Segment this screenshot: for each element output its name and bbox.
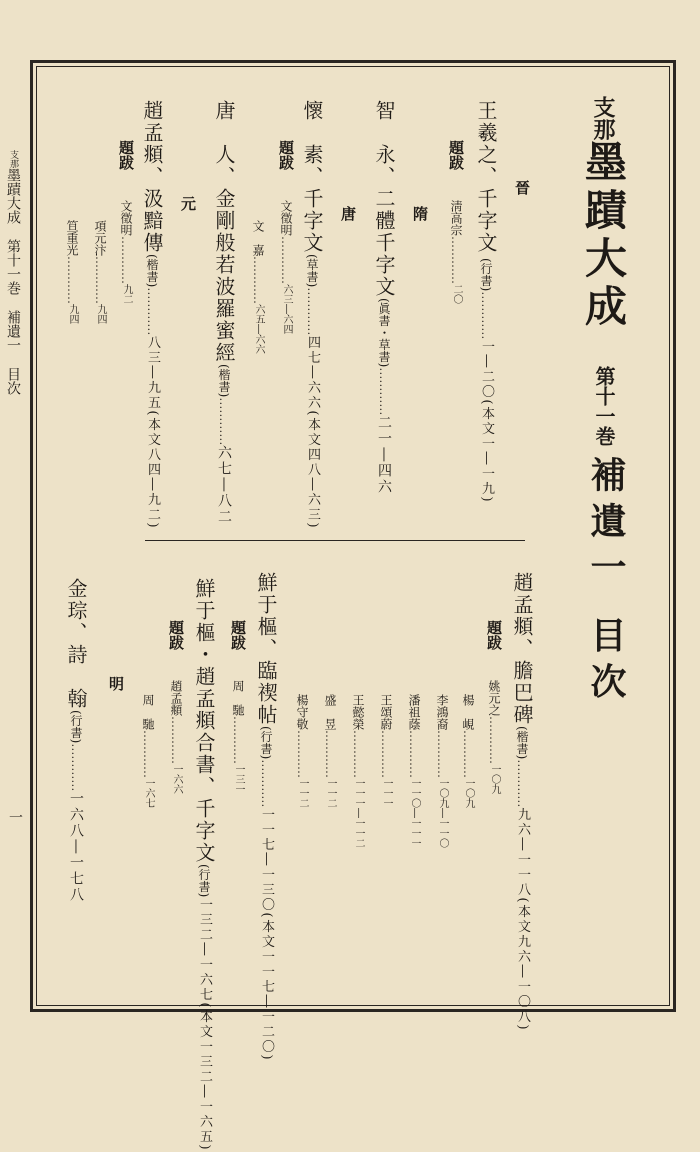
entry-pages: 一六八―一七八 <box>68 791 84 904</box>
entry-script: (楷書) <box>515 726 529 760</box>
dot-leader: ………… <box>93 256 107 304</box>
colophon-row <box>448 140 464 304</box>
colophon-label: 題跋 <box>447 140 465 170</box>
dot-leader: ………… <box>407 730 421 778</box>
entry-author: 鮮于樞、 <box>254 572 278 660</box>
colophon-name: 李鴻裔 <box>435 694 449 730</box>
colophon-row <box>434 694 450 848</box>
colophon-name: 潘祖蔭 <box>407 694 421 730</box>
colophon-name: 周 馳 <box>141 694 155 730</box>
colophon-row <box>64 220 80 324</box>
colophon-page: 六五―六六 <box>253 304 264 354</box>
dynasty-yuan: 元 <box>179 196 197 211</box>
entry-author: 鮮于樞・ <box>192 578 216 666</box>
colophon-row <box>278 140 294 334</box>
entry-pages: 一―二〇(本文一―一九) <box>479 339 494 504</box>
entry-title: 永、二體千字文 <box>372 144 396 298</box>
colophon-page: 九二 <box>121 284 132 304</box>
colophon-page: 九四 <box>95 304 106 324</box>
sidebar-subtitle: 補遺一 <box>5 310 21 352</box>
colophon-row <box>250 220 266 354</box>
entry-author: 金 <box>64 578 88 600</box>
colophon-label: 題跋 <box>117 140 135 170</box>
entry-title: 人、金剛般若波羅蜜經 <box>212 144 236 364</box>
colophon-page: 一一二 <box>297 778 308 808</box>
colophon-page: 一〇九―一一〇 <box>437 778 448 848</box>
colophon-name: 趙孟頫 <box>169 680 183 716</box>
entry-title: 膽巴碑 <box>510 660 534 726</box>
colophon-page: 六三―六四 <box>281 284 292 334</box>
colophon-row <box>460 694 476 808</box>
colophon-row <box>92 220 108 324</box>
entry-title: 琮、詩 翰 <box>64 600 88 710</box>
colophon-row <box>230 620 246 794</box>
colophon-label: 題跋 <box>167 620 185 650</box>
volume-label: 第十一巻 <box>592 366 616 446</box>
dot-leader: ………… <box>141 730 155 778</box>
entry-title: 千字文 <box>474 188 498 254</box>
colophon-row <box>322 694 338 808</box>
entry-pages: 一一七―一三〇(本文一一七―一二〇) <box>259 807 274 1062</box>
dot-leader: ………… <box>295 730 309 778</box>
dot-leader: ………… <box>69 743 83 792</box>
dynasty-ming: 明 <box>107 676 125 691</box>
toc-entry-joint-thousand-char <box>194 578 214 1152</box>
colophon-page: 一一二 <box>325 778 336 808</box>
colophon-row <box>406 694 422 848</box>
entry-pages: 六七―八二 <box>216 445 232 526</box>
dot-leader: ………… <box>351 730 365 778</box>
colophon-row <box>140 694 156 808</box>
entry-script: (行書) <box>259 726 273 760</box>
dot-leader: ………… <box>377 367 391 416</box>
colophon-name: 王懿榮 <box>351 694 365 730</box>
colophon-label: 題跋 <box>485 620 503 650</box>
colophon-page: 九四 <box>67 304 78 324</box>
page-number: 一 <box>7 810 23 824</box>
subtitle: 補遺一 目次 <box>585 456 627 709</box>
colophon-page: 一三一 <box>233 764 244 794</box>
colophon-row <box>486 620 502 794</box>
entry-script: (行書) <box>479 258 493 292</box>
entry-pages: 二一―四六 <box>376 415 392 496</box>
colophon-row <box>378 694 394 808</box>
entry-pages: 八三―九五(本文八四―九二) <box>145 335 160 530</box>
dot-leader: ………… <box>461 730 475 778</box>
sidebar-header <box>6 150 20 395</box>
colophon-name: 楊 峴 <box>461 694 475 730</box>
colophon-page: 一一〇―一一一 <box>409 778 420 848</box>
dot-leader: ………… <box>217 397 231 446</box>
title-block <box>574 96 616 140</box>
dot-leader: ………… <box>231 716 245 764</box>
toc-entry-ji-an <box>142 100 162 530</box>
toc-entry-huaisu <box>302 100 322 530</box>
dynasty-sui: 隋 <box>411 206 429 221</box>
entry-title: 汲黯傳 <box>140 188 164 254</box>
entry-script: (行書) <box>197 864 211 898</box>
dot-leader: ………… <box>145 287 159 336</box>
colophon-name: 淸高宗 <box>449 200 463 236</box>
entry-script: (楷書) <box>217 364 231 398</box>
entry-pages: 四七―六六(本文四八―六三) <box>305 335 320 530</box>
dot-leader: ………… <box>305 287 319 336</box>
dot-leader: ………… <box>251 256 265 304</box>
entry-pages: 一三二―一六七(本文一三二―一六五) <box>197 897 212 1152</box>
colophon-name: 文徵明 <box>279 200 293 236</box>
colophon-row <box>350 694 366 848</box>
colophon-row <box>168 620 184 794</box>
colophon-page: 一〇九 <box>463 778 474 808</box>
sidebar-volume: 第十一巻 <box>5 239 21 295</box>
entry-title: 趙孟頫合書、千字文 <box>192 666 216 864</box>
toc-entry-zhiyong <box>374 100 394 495</box>
dot-leader: ………… <box>259 759 273 808</box>
colophon-name: 笪重光 <box>65 220 79 256</box>
colophon-page: 一六六 <box>171 764 182 794</box>
colophon-label: 題跋 <box>229 620 247 650</box>
colophon-page: 一一一 <box>381 778 392 808</box>
dynasty-jin: 晉 <box>513 180 531 195</box>
colophon-page: 一六七 <box>143 778 154 808</box>
colophon-name: 姚元之 <box>487 680 501 716</box>
entry-gap <box>212 122 236 144</box>
colophon-name: 盛 昱 <box>323 694 337 730</box>
entry-title: 臨禊帖 <box>254 660 278 726</box>
toc-entry-diamond-sutra <box>214 100 234 525</box>
entry-script: (眞書・草書) <box>377 298 391 368</box>
entry-author: 唐 <box>212 100 236 122</box>
dot-leader: ………… <box>323 730 337 778</box>
sidebar-label: 目次 <box>5 367 21 395</box>
entry-author: 趙孟頫、 <box>510 572 534 660</box>
colophon-name: 王頌蔚 <box>379 694 393 730</box>
section-divider <box>145 540 525 541</box>
colophon-row <box>118 140 134 304</box>
colophon-name: 楊守敬 <box>295 694 309 730</box>
dot-leader: ………… <box>435 730 449 778</box>
colophon-name: 項元汴 <box>93 220 107 256</box>
colophon-row <box>294 694 310 808</box>
entry-script: (草書) <box>305 254 319 288</box>
dot-leader: ………… <box>65 256 79 304</box>
dot-leader: ………… <box>479 291 493 340</box>
dot-leader: ………… <box>487 716 501 764</box>
toc-entry-jin-cong <box>66 578 86 903</box>
dot-leader: ………… <box>449 236 463 284</box>
colophon-name: 文徵明 <box>119 200 133 236</box>
dot-leader: ………… <box>279 236 293 284</box>
colophon-name: 文 嘉 <box>251 220 265 256</box>
colophon-page: 一一一―一一二 <box>353 778 364 848</box>
entry-pages: 九六―一一八(本文九六―一〇八) <box>515 807 530 1032</box>
colophon-page: 二〇 <box>451 284 462 304</box>
entry-script: (楷書) <box>145 254 159 288</box>
entry-author: 王羲之、 <box>474 100 498 188</box>
dot-leader: ………… <box>169 716 183 764</box>
entry-author: 趙孟頫、 <box>140 100 164 188</box>
entry-title: 素、千字文 <box>300 144 324 254</box>
entry-gap <box>300 122 324 144</box>
sidebar-title: 墨蹟大成 <box>5 168 21 224</box>
book-title: 墨蹟大成 <box>579 140 628 332</box>
entry-author: 智 <box>372 100 396 122</box>
sidebar-publisher: 支那 <box>8 150 18 168</box>
toc-entry-wang-xizhi <box>476 100 496 504</box>
dot-leader: ………… <box>119 236 133 284</box>
entry-script: (行書) <box>69 710 83 744</box>
colophon-name: 周 馳 <box>231 680 245 716</box>
entry-author: 懷 <box>300 100 324 122</box>
dot-leader: ………… <box>379 730 393 778</box>
toc-entry-linxi-tie <box>256 572 276 1062</box>
toc-entry-danba-stele <box>512 572 532 1032</box>
entry-gap <box>372 122 396 144</box>
colophon-label: 題跋 <box>277 140 295 170</box>
dynasty-tang: 唐 <box>339 206 357 221</box>
dot-leader: ………… <box>515 759 529 808</box>
publisher: 支那 <box>590 96 616 140</box>
colophon-page: 一〇九 <box>489 764 500 794</box>
